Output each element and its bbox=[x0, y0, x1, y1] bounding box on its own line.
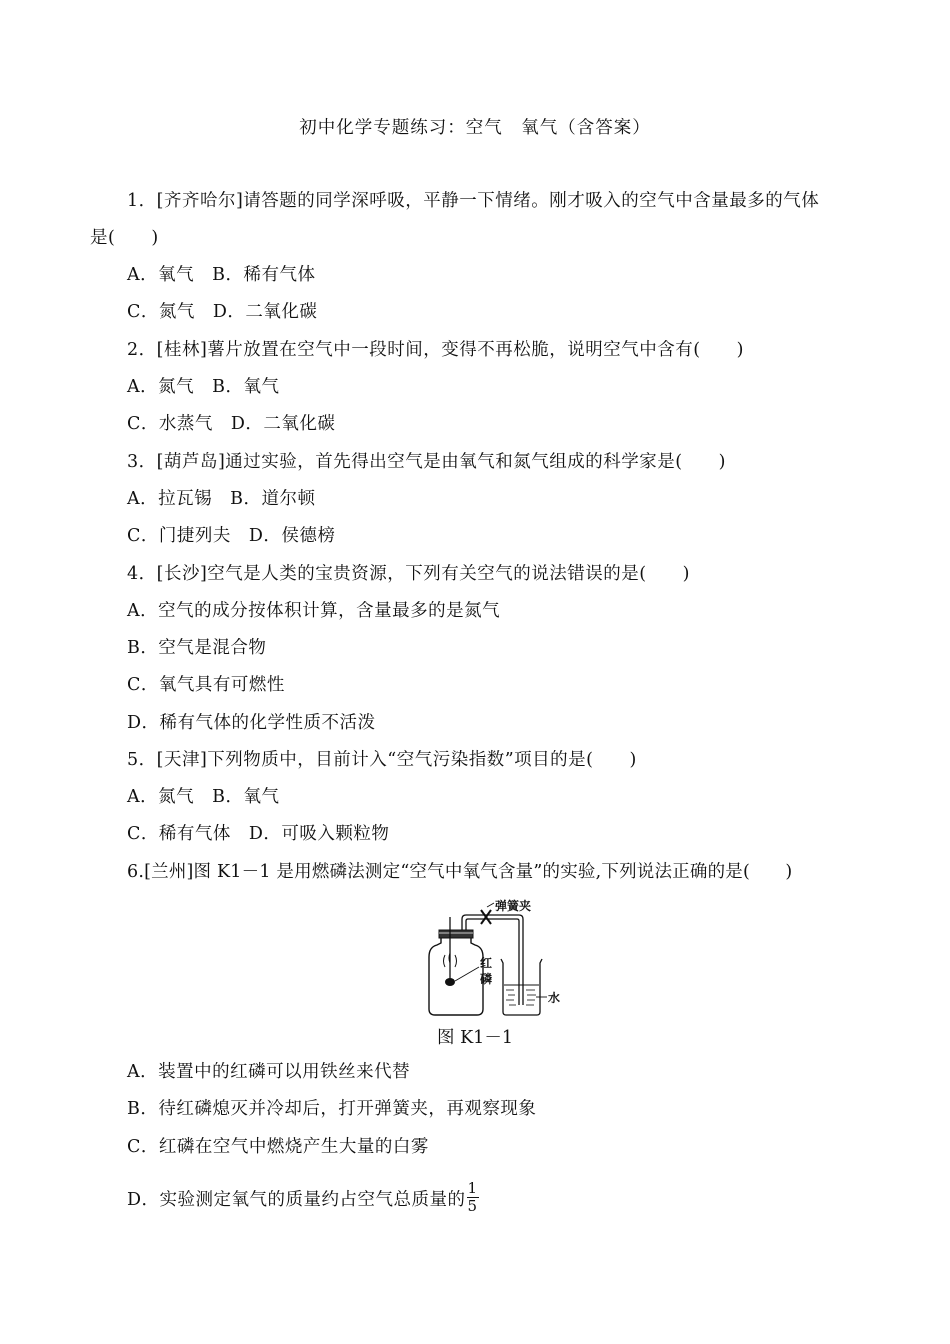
question-1-option-cd: C．氮气 D．二氧化碳 bbox=[127, 302, 318, 322]
label-red-phos-2: 磷 bbox=[480, 972, 493, 986]
fraction-numerator: 1 bbox=[467, 1179, 478, 1197]
page-title: 初中化学专题练习：空气 氧气（含答案） bbox=[299, 118, 651, 138]
question-1-stem: 1．[齐齐哈尔]请答题的同学深呼吸，平静一下情绪。刚才吸入的空气中含量最多的气体 bbox=[127, 191, 820, 211]
red-phosphorus bbox=[445, 978, 455, 986]
question-5-option-cd: C．稀有气体 D．可吸入颗粒物 bbox=[127, 824, 390, 844]
question-2-option-cd: C．水蒸气 D．二氧化碳 bbox=[127, 414, 336, 434]
question-6-option-b: B．待红磷熄灭并冷却后，打开弹簧夹，再观察现象 bbox=[127, 1099, 537, 1119]
apparatus-figure bbox=[415, 897, 565, 1017]
spring-clamp bbox=[481, 910, 491, 924]
question-5-option-ab: A．氮气 B．氧气 bbox=[127, 787, 280, 807]
question-4-stem: 4．[长沙]空气是人类的宝贵资源，下列有关空气的说法错误的是( ) bbox=[127, 564, 690, 584]
question-6-option-a: A．装置中的红磷可以用铁丝来代替 bbox=[127, 1062, 411, 1082]
gas-bottle bbox=[429, 937, 483, 1015]
label-water: 水 bbox=[548, 991, 561, 1005]
question-6-stem: 6.[兰州]图 K1－1 是用燃磷法测定“空气中氧气含量”的实验,下列说法正确的是( ) bbox=[127, 862, 793, 882]
label-red-phos-1: 红 bbox=[480, 956, 493, 970]
question-1-stem-cont: 是( ) bbox=[90, 228, 159, 248]
delivery-tube bbox=[462, 915, 523, 1005]
question-3-option-ab: A．拉瓦锡 B．道尔顿 bbox=[127, 489, 316, 509]
question-2-option-ab: A．氮气 B．氧气 bbox=[127, 377, 280, 397]
question-4-option-c: C．氧气具有可燃性 bbox=[127, 675, 285, 695]
fraction-denominator: 5 bbox=[467, 1197, 478, 1215]
question-3-option-cd: C．门捷列夫 D．侯德榜 bbox=[127, 526, 336, 546]
question-6-option-c: C．红磷在空气中燃烧产生大量的白雾 bbox=[127, 1137, 429, 1157]
beaker bbox=[501, 959, 542, 1015]
question-6-option-d-text: D．实验测定氧气的质量约占空气总质量的 bbox=[127, 1190, 466, 1210]
question-5-stem: 5．[天津]下列物质中，目前计入“空气污染指数”项目的是( ) bbox=[127, 750, 637, 770]
question-3-stem: 3．[葫芦岛]通过实验，首先得出空气是由氧气和氮气组成的科学家是( ) bbox=[127, 452, 726, 472]
question-4-option-d: D．稀有气体的化学性质不活泼 bbox=[127, 713, 376, 733]
question-2-stem: 2．[桂林]薯片放置在空气中一段时间，变得不再松脆，说明空气中含有( ) bbox=[127, 340, 744, 360]
question-6-option-d bbox=[127, 1179, 479, 1218]
label-spring-clamp: 弹簧夹 bbox=[495, 899, 532, 913]
question-4-option-b: B．空气是混合物 bbox=[127, 638, 267, 658]
question-1-option-ab: A．氧气 B．稀有气体 bbox=[127, 265, 316, 285]
rubber-stopper bbox=[439, 930, 473, 938]
figure-caption: 图 K1－1 bbox=[437, 1028, 513, 1048]
question-4-option-a: A．空气的成分按体积计算，含量最多的是氮气 bbox=[127, 601, 501, 621]
fraction-one-fifth bbox=[467, 1180, 479, 1215]
